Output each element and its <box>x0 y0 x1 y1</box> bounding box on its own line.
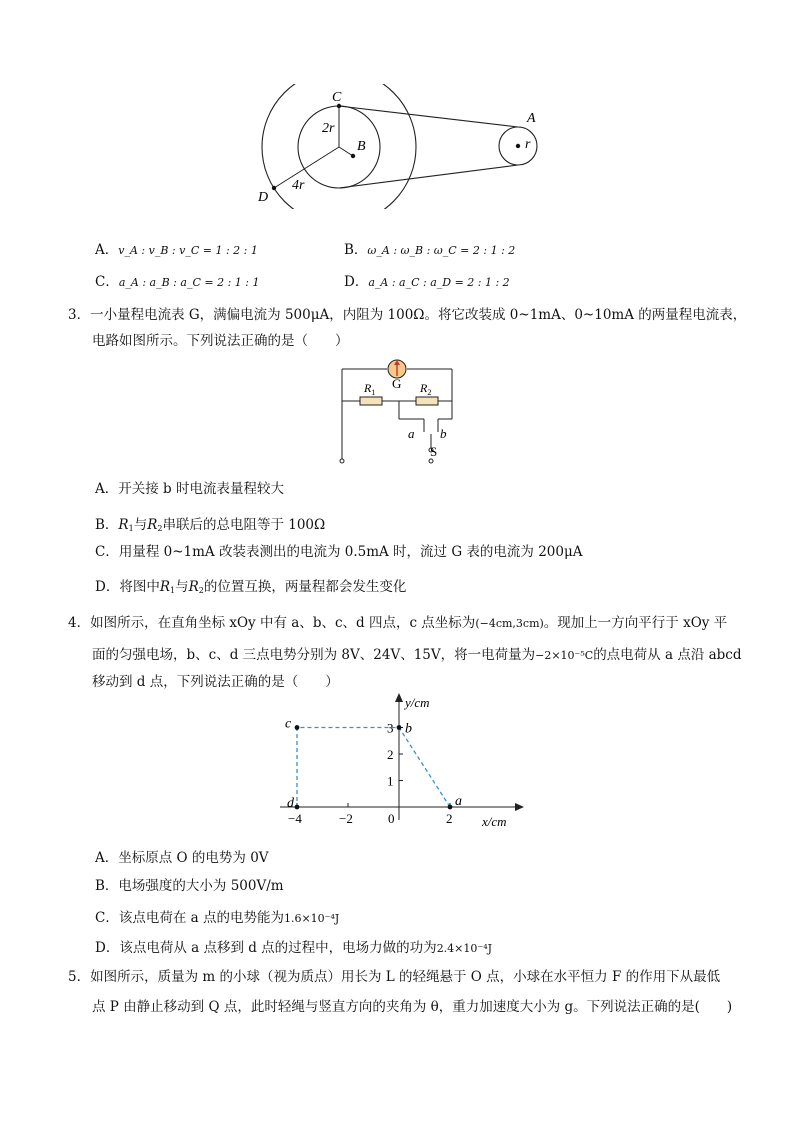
charge-value: −2×10⁻⁵C <box>535 649 594 662</box>
label-D: D <box>258 190 269 205</box>
q3-option-c[interactable]: C．用量程 0~1mA 改装表测出的电流为 0.5mA 时，流过 G 表的电流为 200μA <box>95 544 583 560</box>
label-2r: 2r <box>322 121 335 136</box>
point-B <box>351 154 355 158</box>
x-axis-arrow <box>515 803 524 811</box>
q4-option-d[interactable]: D．该点电荷从 a 点移到 d 点的过程中，电场力做的功为2.4×10⁻⁴J <box>95 940 493 956</box>
point-label-c: c <box>285 716 292 732</box>
radius-D <box>274 147 339 188</box>
label-r: r <box>525 137 531 152</box>
q4-stem-line3: 移动到 d 点，下列说法正确的是（ ） <box>92 674 339 690</box>
point-A <box>516 144 520 148</box>
pulley-figure <box>250 84 550 209</box>
label-R2: $R_2$ <box>420 381 432 397</box>
label-S: S <box>430 444 438 459</box>
path-abcd <box>297 728 450 808</box>
y-tick-label: 1 <box>387 773 394 789</box>
y-axis-arrow <box>395 693 403 702</box>
q2-option-d-expr: a_A : a_C : a_D = 2 : 1 : 2 <box>368 276 510 289</box>
label-A: A <box>527 111 536 126</box>
point-D <box>272 186 276 190</box>
c-coordinate: (−4cm,3cm) <box>475 617 544 630</box>
resistor-r2 <box>416 397 438 405</box>
q2-option-a[interactable]: A．v_A : v_B : v_C = 1 : 2 : 1 <box>95 242 258 258</box>
label-B: B <box>357 139 366 154</box>
q4-stem-line1: 4．如图所示，在直角坐标 xOy 中有 a、b、c、d 四点，c 点坐标为(−4cm,3cm)。现加上一方向平行于 xOy 平 <box>68 615 728 631</box>
y-tick-label: 2 <box>387 747 394 762</box>
q2-option-d[interactable]: D．a_A : a_C : a_D = 2 : 1 : 2 <box>344 274 510 290</box>
label-G: G <box>392 376 402 391</box>
q2-option-b-expr: ω_A : ω_B : ω_C = 2 : 1 : 2 <box>367 244 516 257</box>
label-a: a <box>408 426 415 441</box>
q3-option-d[interactable]: D．将图中$R_1$与$R_2$的位置互换，两量程都会发生变化 <box>95 579 407 595</box>
x-axis-label: x/cm <box>482 814 507 829</box>
point-label-b: b <box>405 721 412 737</box>
label-C: C <box>332 90 342 105</box>
y-tick-label: 3 <box>387 720 394 736</box>
q2-option-b[interactable]: B．ω_A : ω_B : ω_C = 2 : 1 : 2 <box>344 242 516 258</box>
energy-value: 1.6×10⁻⁴J <box>283 912 340 925</box>
q2-option-c-expr: a_A : a_B : a_C = 2 : 1 : 1 <box>118 276 260 289</box>
q3-stem-line1: 3．一小量程电流表 G，满偏电流为 500μA，内阻为 100Ω。将它改装成 0~1mA、0~10mA 的两量程电流表， <box>68 307 747 323</box>
x-tick-label: −2 <box>339 811 353 826</box>
q4-stem-line2: 面的匀强电场，b、c、d 三点电势分别为 8V、24V、15V，将一电荷量为−2×10⁻⁵C的点电荷从 a 点沿 abcd <box>92 647 742 663</box>
q4-coordinate-chart <box>270 690 530 835</box>
x-tick-label: 2 <box>446 811 453 826</box>
q5-stem-line2: 点 P 由静止移动到 Q 点，此时轻绳与竖直方向的夹角为 θ，重力加速度大小为 g。下列说法正确的是( ) <box>92 999 733 1015</box>
q4-option-a[interactable]: A．坐标原点 O 的电势为 0V <box>95 850 269 866</box>
q5-stem-line1: 5．如图所示，质量为 m 的小球（视为质点）用长为 L 的轻绳悬于 O 点，小球在水平恒力 F 的作用下从最低 <box>68 969 721 985</box>
point-label-d: d <box>287 796 294 811</box>
circuit-diagram <box>330 352 470 467</box>
q4-option-c[interactable]: C．该点电荷在 a 点的电势能为1.6×10⁻⁴J <box>95 910 340 926</box>
q3-option-a[interactable]: A．开关接 b 时电流表量程较大 <box>95 481 284 497</box>
x-tick-label: 0 <box>388 811 395 826</box>
point-b <box>397 725 402 730</box>
work-value: 2.4×10⁻⁴J <box>436 942 493 955</box>
q4-option-b[interactable]: B．电场强度的大小为 500V/m <box>95 878 284 894</box>
x-tick-label: −4 <box>288 811 302 826</box>
point-label-a: a <box>455 794 462 809</box>
radius-B <box>339 147 353 156</box>
q2-option-c[interactable]: C．a_A : a_B : a_C = 2 : 1 : 1 <box>95 274 260 290</box>
q3-option-b[interactable]: B．$R_1$与$R_2$串联后的总电阻等于 100Ω <box>95 517 326 533</box>
point-c <box>295 725 300 730</box>
label-R1: $R_1$ <box>364 381 376 397</box>
q2-option-a-expr: v_A : v_B : v_C = 1 : 2 : 1 <box>118 244 258 257</box>
y-axis-label: y/cm <box>405 695 430 710</box>
point-d <box>295 805 300 810</box>
belt-bottom <box>339 165 518 188</box>
label-4r: 4r <box>292 178 305 193</box>
point-a <box>448 805 453 810</box>
q3-stem-line2: 电路如图所示。下列说法正确的是（ ） <box>92 333 349 349</box>
resistor-r1 <box>360 397 382 405</box>
label-b: b <box>440 426 447 441</box>
